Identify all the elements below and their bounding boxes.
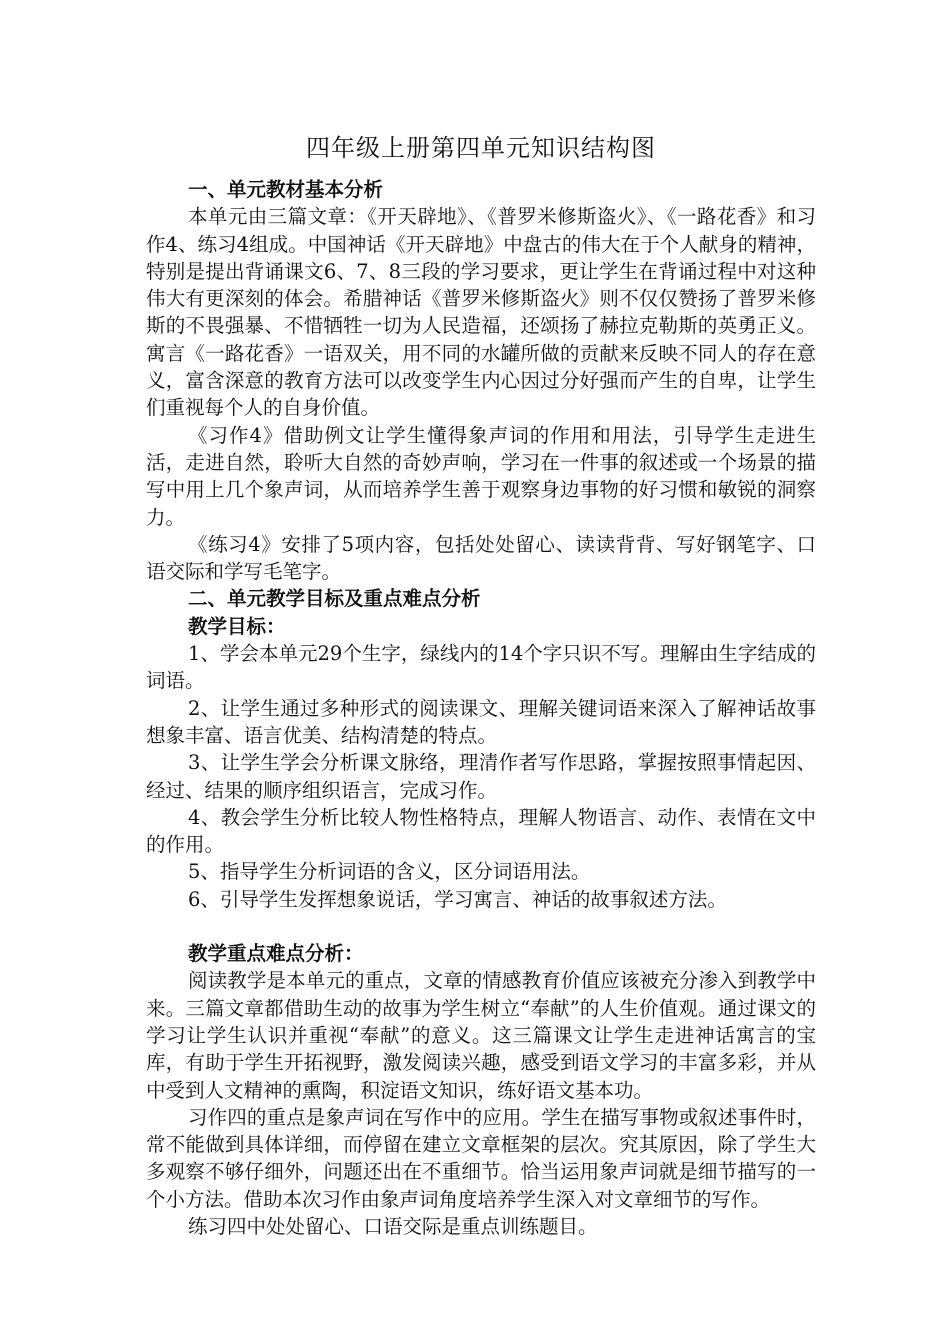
goal-item: 2、让学生通过多种形式的阅读课文、理解关键词语来深入了解神话故事想象丰富、语言优美、结构清楚的特点。 [146, 696, 816, 747]
paragraph: 《练习4》安排了5项内容，包括处处留心、读读背背、写好钢笔字、口语交际和学写毛笔字。 [146, 532, 816, 584]
paragraph: 本单元由三篇文章：《开天辟地》、《普罗米修斯盗火》、《一路花香》和习作4、练习4组成。中国神话《开天辟地》中盘古的伟大在于个人献身的精神，特别是提出背诵课文6、7、8三段的学习要求，更让学生在背诵过程中对这种伟大有更深刻的体会。希腊神话《普罗米修斯盗火》则不仅仅赞扬了普罗米修斯的不畏强暴、不惜牺牲一切为人民造福，还颂扬了赫拉克勒斯的英勇正义。寓言《一路花香》一语双关，用不同的水罐所做的贡献来反映不同人的存在意义，富含深意的教育方法可以改变学生内心因过分好强而产生的自卑，让学生们重视每个人的自身价值。 [146, 205, 816, 420]
goal-item: 1、学会本单元29个生字，绿线内的14个字只识不写。理解由生字结成的词语。 [146, 642, 816, 693]
keypoint-paragraph: 阅读教学是本单元的重点，文章的情感教育价值应该被充分渗入到教学中来。三篇文章都借助生动的故事为学生树立“奉献”的人生价值观。通过课文的学习让学生认识并重视“奉献”的意义。这三篇课文让学生走进神话寓言的宝库，有助于学生开拓视野，激发阅读兴趣，感受到语文学习的丰富多彩，并从中受到人文精神的熏陶，积淀语文知识，练好语文基本功。 [146, 969, 816, 1102]
document-body [146, 128, 816, 1240]
goal-item: 5、指导学生分析词语的含义，区分词语用法。 [188, 860, 591, 884]
section-heading-analysis: 一、单元教材基本分析 [188, 178, 384, 201]
section-heading-goals: 二、单元教学目标及重点难点分析 [188, 587, 481, 611]
goal-item: 3、让学生学会分析课文脉络，理清作者写作思路，掌握按照事情起因、经过、结果的顺序组织语言，完成习作。 [146, 751, 816, 802]
goals-label: 教学目标： [188, 614, 286, 638]
keypoint-paragraph: 习作四的重点是象声词在写作中的应用。学生在描写事物或叙述事件时，常不能做到具体详细，而停留在建立文章框架的层次。究其原因，除了学生大多观察不够仔细外，问题还出在不重细节。恰当运用象声词就是细节描写的一个小方法。借助本次习作由象声词角度培养学生深入对文章细节的写作。 [146, 1105, 816, 1211]
keypoints-label: 教学重点难点分析： [188, 942, 364, 966]
spacer [146, 913, 816, 940]
keypoint-paragraph: 练习四中处处留心、口语交际是重点训练题目。 [188, 1214, 598, 1238]
paragraph: 《习作4》借助例文让学生懂得象声词的作用和用法，引导学生走进生活，走进自然，聆听大自然的奇妙声响，学习在一件事的叙述或一个场景的描写中用上几个象声词，从而培养学生善于观察身边事物的好习惯和敏锐的洞察力。 [146, 423, 816, 529]
document-title: 四年级上册第四单元知识结构图 [306, 134, 656, 162]
goal-item: 6、引导学生发挥想象说话，学习寓言、神话的故事叙述方法。 [188, 887, 727, 911]
goal-item: 4、教会学生分析比较人物性格特点，理解人物语言、动作、表情在文中的作用。 [146, 805, 816, 857]
